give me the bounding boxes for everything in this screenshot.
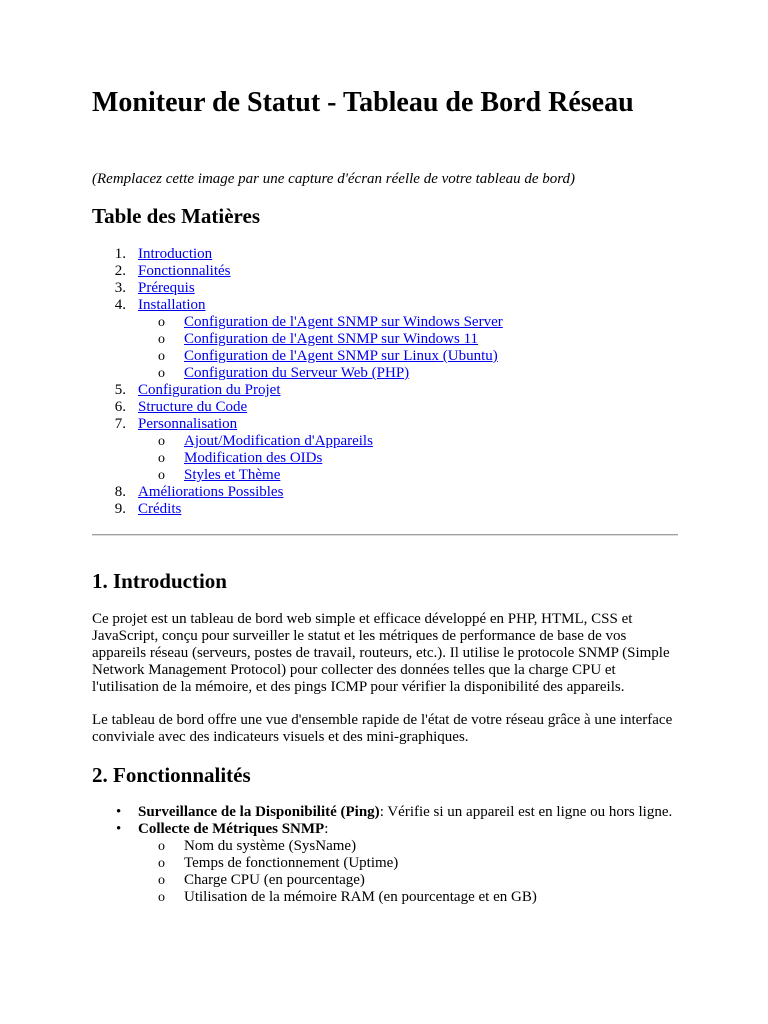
circle-bullet-icon: o [158, 890, 165, 905]
features-list [92, 804, 678, 906]
toc-subitem [92, 348, 678, 365]
toc-link[interactable]: Crédits [138, 501, 182, 517]
toc-subitem [92, 450, 678, 467]
toc-subitem [92, 365, 678, 382]
toc-item-number: 7. [114, 416, 126, 432]
circle-bullet-icon: o [158, 873, 165, 888]
feature-description: : [324, 821, 329, 837]
feature-subitem-text: Utilisation de la mémoire RAM (en pourcentage et en GB) [184, 889, 537, 905]
circle-bullet-icon: o [158, 366, 165, 381]
toc-sublink[interactable]: Configuration de l'Agent SNMP sur Windows 11 [184, 331, 479, 347]
toc-item [92, 399, 678, 416]
bullet-icon: • [116, 821, 122, 837]
feature-subitem-text: Temps de fonctionnement (Uptime) [184, 855, 399, 871]
toc-heading: Table des Matières [92, 204, 260, 228]
screenshot-placeholder-note: (Remplacez cette image par une capture d'écran réelle de votre tableau de bord) [92, 171, 576, 187]
introduction-heading: 1. Introduction [92, 569, 227, 593]
toc-item [92, 297, 678, 314]
circle-bullet-icon: o [158, 349, 165, 364]
feature-title: Collecte de Métriques SNMP [138, 821, 325, 837]
toc-link[interactable]: Améliorations Possibles [138, 484, 284, 500]
feature-sublist [92, 838, 678, 906]
toc-item-number: 3. [114, 280, 126, 296]
list-item [92, 872, 678, 889]
circle-bullet-icon: o [158, 856, 165, 871]
feature-subitem-text: Charge CPU (en pourcentage) [184, 872, 365, 888]
toc-sublink[interactable]: Modification des OIDs [184, 450, 323, 466]
feature-title: Surveillance de la Disponibilité (Ping) [138, 804, 380, 820]
list-item [92, 838, 678, 855]
toc-link[interactable]: Installation [138, 297, 206, 313]
toc-link[interactable]: Personnalisation [138, 416, 238, 432]
page-title: Moniteur de Statut - Tableau de Bord Réseau [92, 87, 634, 118]
toc-item [92, 280, 678, 297]
toc-item [92, 484, 678, 501]
features-heading: 2. Fonctionnalités [92, 763, 251, 787]
list-item [92, 889, 678, 906]
toc-item-number: 1. [114, 246, 126, 262]
list-item [92, 804, 678, 821]
toc-item-number: 2. [114, 263, 126, 279]
toc-item-number: 9. [114, 501, 126, 517]
toc-link[interactable]: Prérequis [138, 280, 195, 296]
introduction-paragraph-2: Le tableau de bord offre une vue d'ensemble rapide de l'état de votre réseau grâce à une interface conviviale avec des indicateurs visuels et des mini-graphiques. [92, 712, 673, 745]
circle-bullet-icon: o [158, 839, 165, 854]
table-of-contents [92, 246, 678, 518]
toc-link[interactable]: Configuration du Projet [138, 382, 281, 398]
toc-subitem [92, 467, 678, 484]
toc-link[interactable]: Structure du Code [138, 399, 248, 415]
circle-bullet-icon: o [158, 315, 165, 330]
toc-item-number: 6. [114, 399, 126, 415]
toc-sublink[interactable]: Configuration de l'Agent SNMP sur Linux (Ubuntu) [184, 348, 498, 364]
feature-subitem-text: Nom du système (SysName) [184, 838, 357, 854]
toc-item [92, 382, 678, 399]
list-item [92, 821, 678, 838]
toc-item [92, 501, 678, 518]
toc-subitem [92, 433, 678, 450]
feature-description: : Vérifie si un appareil est en ligne ou hors ligne. [379, 804, 673, 820]
toc-item [92, 263, 678, 280]
toc-link[interactable]: Fonctionnalités [138, 263, 231, 279]
toc-sublink[interactable]: Configuration de l'Agent SNMP sur Windows Server [184, 314, 503, 330]
toc-item-number: 4. [114, 297, 126, 313]
toc-item [92, 416, 678, 433]
circle-bullet-icon: o [158, 451, 165, 466]
toc-sublink[interactable]: Ajout/Modification d'Appareils [184, 433, 373, 449]
toc-item-number: 5. [114, 382, 126, 398]
circle-bullet-icon: o [158, 468, 165, 483]
toc-link[interactable]: Introduction [138, 246, 213, 262]
toc-item [92, 246, 678, 263]
toc-subitem [92, 331, 678, 348]
bullet-icon: • [116, 804, 122, 820]
toc-item-number: 8. [114, 484, 126, 500]
circle-bullet-icon: o [158, 332, 165, 347]
section-divider [92, 534, 678, 536]
toc-sublink[interactable]: Configuration du Serveur Web (PHP) [184, 365, 410, 381]
list-item [92, 855, 678, 872]
circle-bullet-icon: o [158, 434, 165, 449]
introduction-paragraph-1: Ce projet est un tableau de bord web simple et efficace développé en PHP, HTML, CSS et JavaScript, conçu pour surveiller le statut et les métriques de performance de base de vos appareils réseau (serveurs, postes de travail, routeurs, etc.). Il utilise le protocole SNMP (Simple Network Management Protocol) pour collecter des données telles que la charge CPU et l'utilisation de la mémoire, et des pings ICMP pour vérifier la disponibilité des appareils. [92, 611, 670, 695]
toc-subitem [92, 314, 678, 331]
toc-sublink[interactable]: Styles et Thème [184, 467, 281, 483]
